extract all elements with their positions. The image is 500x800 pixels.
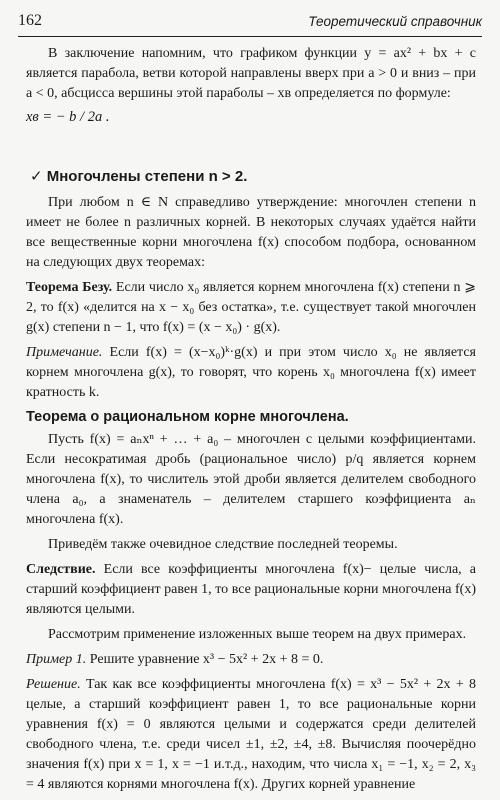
vertex-formula: xв = − b / 2a . xyxy=(26,109,110,125)
page-header xyxy=(18,8,482,37)
note-label: Примечание. xyxy=(26,345,103,360)
solution-text: Так как все коэффициенты многочлена f(x) = x³ − 5x² + 2x + 8 целые, а старший коэффициент равен 1, то все рациональные корни уравнения f(x) = 0 являются целыми и содержатся среди делителей свободного члена, т.е. среди чисел ±1, ±2, ±4, ±8. Вычисляя поочерёдно значения f(x) при x = 1, x = −1 и.т.д., находим, что числа x₁ = −1, x₂ = 2, x₃ = 4 являются корнями многочлена f(x). Других корней уравнение xyxy=(26,677,477,792)
rational-root-theorem-title: Теорема о рациональном корне многочлена. xyxy=(26,409,349,425)
bezout-text: Если число x₀ является корнем многочлена f(x) степени n ⩾ 2, то f(x) «делится на x − x₀ без остатка», т.е. существует такой многочлен g(x) степени n − 1, что f(x) = (x − x₀) · g(x). xyxy=(26,280,477,335)
running-title: Теоретический справочник xyxy=(308,14,482,29)
corollary-label: Следствие. xyxy=(26,562,96,577)
corollary-intro: Приведём также очевидное следствие последней теоремы. xyxy=(48,537,398,552)
page-number: 162 xyxy=(18,12,42,29)
example-label: Пример 1. xyxy=(26,652,87,667)
rational-root-theorem-text: Пусть f(x) = aₙxⁿ + … + a₀ – многочлен с целыми коэффициентами. Если несократимая дробь (рациональное число) p/q является корнем многочлена f(x), то числитель этой дроби является делителем свободного члена a₀, а знаменатель – делителем старшего коэффициента aₙ многочлена f(x). xyxy=(26,432,476,527)
example-1 xyxy=(26,650,476,670)
note-paragraph xyxy=(26,343,476,403)
statement-paragraph: При любом n ∈ N справедливо утверждение: многочлен степени n имеет не более n различных корней. В некоторых случаях удаётся найти все вещественные корни многочлена f(x) способом подбора, основанном на следующих двух теоремах: xyxy=(26,195,476,270)
note-text: Если f(x) = (x−x₀)ᵏ·g(x) и при этом число x₀ не является корнем многочлена g(x), то говорят, что корень x₀ многочлена f(x) имеет кратность k. xyxy=(26,345,476,400)
bezout-theorem xyxy=(26,278,476,338)
solution-label: Решение. xyxy=(26,677,81,692)
solution-paragraph xyxy=(26,675,476,795)
examples-intro: Рассмотрим применение изложенных выше теорем на двух примерах. xyxy=(48,627,467,642)
bezout-label: Теорема Безу. xyxy=(26,280,113,295)
corollary-text: Если все коэффициенты многочлена f(x)− целые числа, а старший коэффициент равен 1, то все рациональные корни многочлена f(x) являются целыми. xyxy=(26,562,477,617)
page-content xyxy=(26,44,476,800)
corollary-paragraph xyxy=(26,560,476,620)
example-text: Решите уравнение x³ − 5x² + 2x + 8 = 0. xyxy=(89,652,324,667)
section-title: ✓ Многочлены степени n > 2. xyxy=(30,168,248,185)
intro-paragraph: В заключение напомним, что графиком функции y = ax² + bx + c является парабола, ветви которой направлены вверх при a > 0 и вниз – при a < 0, абсцисса вершины этой параболы – xв определяется по формуле: xyxy=(26,46,476,101)
